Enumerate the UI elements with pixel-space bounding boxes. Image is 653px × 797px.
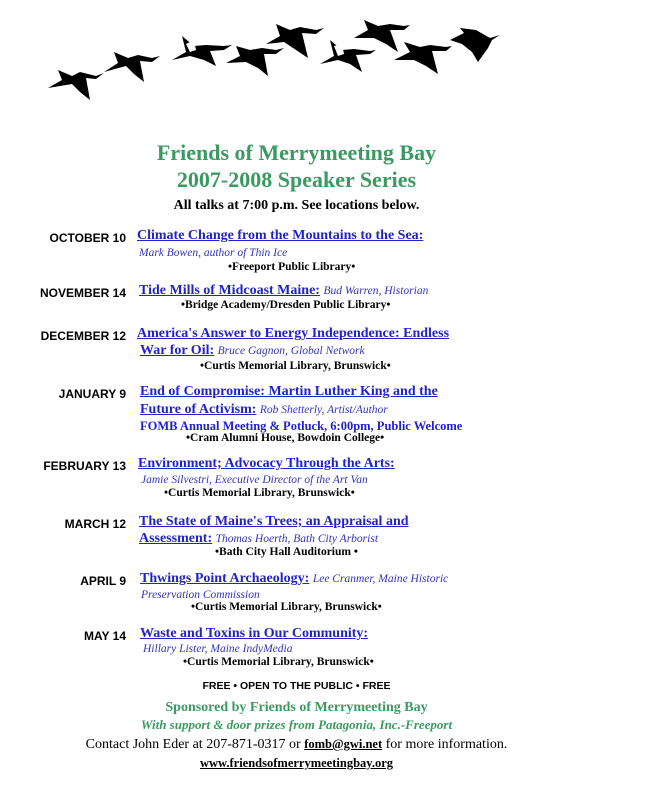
goose-icon — [172, 36, 232, 66]
event-date: FEBRUARY 13 — [43, 459, 126, 473]
event-date: JANUARY 9 — [58, 387, 126, 401]
event-date: MARCH 12 — [64, 517, 126, 531]
event-title-link[interactable]: Thwings Point Archaeology: — [140, 571, 310, 586]
event-location: •Bridge Academy/Dresden Public Library• — [181, 299, 391, 311]
free-notice: FREE • OPEN TO THE PUBLIC • FREE — [202, 680, 391, 692]
event-title-link[interactable]: End of Compromise: Martin Luther King and the — [140, 384, 438, 399]
goose-icon — [450, 28, 500, 62]
event-title-link[interactable]: America's Answer to Energy Independence: Endless — [137, 326, 450, 341]
goose-icon — [104, 52, 160, 82]
goose-icon — [320, 40, 376, 72]
event-location: •Curtis Memorial Library, Brunswick• — [164, 487, 355, 499]
time-note: All talks at 7:00 p.m. See locations below. — [173, 198, 420, 213]
event-date: NOVEMBER 14 — [39, 286, 126, 300]
event-location: •Bath City Hall Auditorium • — [215, 546, 358, 558]
event-title-link-cont[interactable]: Assessment: — [139, 531, 213, 546]
event-speaker: Rob Shetterly, Artist/Author — [259, 404, 388, 416]
event-date: OCTOBER 10 — [49, 231, 126, 245]
event-location: •Curtis Memorial Library, Brunswick• — [191, 601, 382, 613]
support-line: With support & door prizes from Patagonia, Inc.-Freeport — [140, 717, 453, 732]
event-location: •Cram Alumni House, Bowdoin College• — [186, 432, 385, 444]
event-speaker: Thomas Hoerth, Bath City Arborist — [215, 533, 379, 545]
sponsor-line: Sponsored by Friends of Merrymeeting Bay — [165, 700, 428, 715]
event-title-link[interactable]: The State of Maine's Trees; an Appraisal and — [139, 514, 409, 529]
event-location: •Freeport Public Library• — [228, 261, 356, 273]
contact-text-end: for more information. — [382, 737, 508, 752]
website-line — [0, 754, 593, 772]
event-location: •Curtis Memorial Library, Brunswick• — [183, 656, 374, 668]
event-speaker: Lee Cranmer, Maine Historic — [312, 573, 449, 585]
event-speaker: Bud Warren, Historian — [323, 285, 429, 297]
website-link[interactable]: www.friendsofmerrymeetingbay.org — [199, 756, 394, 770]
event-title-link[interactable]: Waste and Toxins in Our Community: — [140, 626, 369, 641]
email-link[interactable]: fomb@gwi.net — [304, 737, 383, 751]
event-speaker: Bruce Gagnon, Global Network — [217, 345, 365, 357]
contact-line — [0, 737, 593, 753]
goose-icon — [48, 70, 104, 100]
flying-geese-illustration — [0, 0, 653, 120]
event-title-link-cont[interactable]: Future of Activism: — [140, 402, 257, 417]
event-title-link[interactable]: Climate Change from the Mountains to the Sea: — [137, 228, 424, 243]
event-speaker: Mark Bowen, author of Thin Ice — [139, 247, 288, 259]
series-title: 2007-2008 Speaker Series — [176, 167, 417, 192]
event-date: MAY 14 — [83, 629, 126, 643]
event-speaker-cont: Preservation Commission — [141, 589, 260, 601]
event-title-link[interactable]: Tide Mills of Midcoast Maine: — [139, 283, 320, 298]
goose-icon — [354, 20, 410, 52]
event-location: •Curtis Memorial Library, Brunswick• — [200, 360, 391, 372]
goose-icon — [394, 42, 452, 74]
contact-text: Contact John Eder at 207-871-0317 or — [85, 737, 305, 752]
goose-icon — [226, 46, 284, 76]
event-title-link[interactable]: Environment; Advocacy Through the Arts: — [138, 456, 395, 471]
event-date: APRIL 9 — [80, 574, 126, 588]
event-speaker: Jamie Silvestri, Executive Director of the Art Van — [141, 474, 368, 486]
annual-meeting-note: FOMB Annual Meeting & Potluck, 6:00pm, Public Welcome — [140, 419, 463, 433]
event-speaker: Hillary Lister, Maine IndyMedia — [143, 643, 293, 655]
event-title-link-cont[interactable]: War for Oil: — [140, 343, 215, 358]
page-title: Friends of Merrymeeting Bay — [156, 140, 437, 165]
event-date: DECEMBER 12 — [40, 329, 126, 343]
